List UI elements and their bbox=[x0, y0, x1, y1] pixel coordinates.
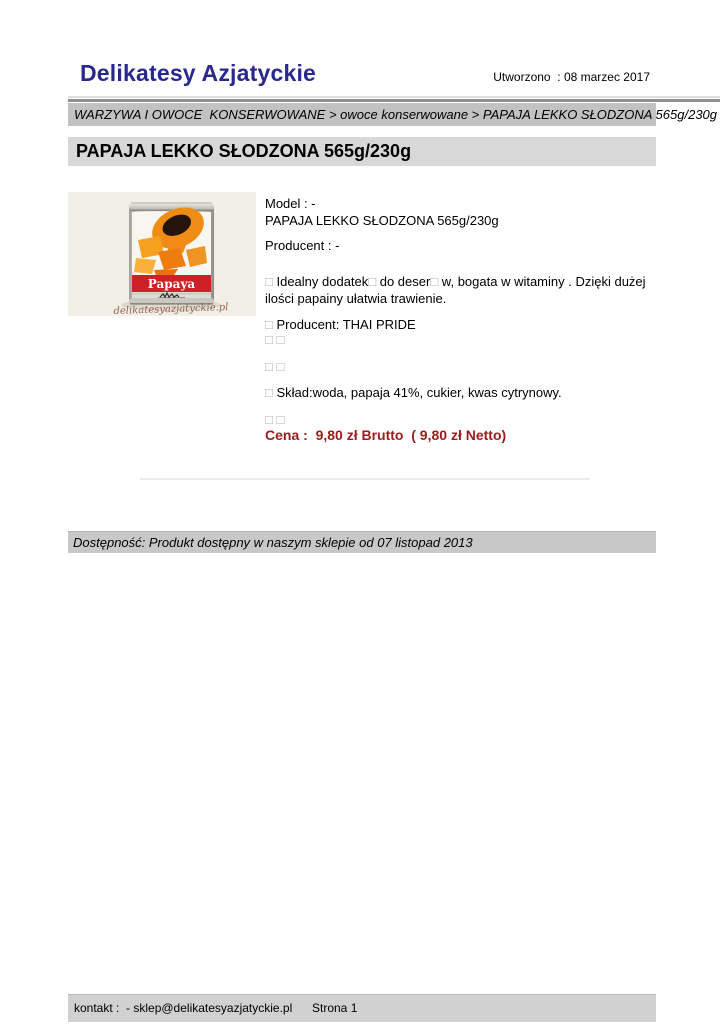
product-description: □ Idealny dodatek□ do deser□ w, bogata w witaminy . Dzięki dużej ilości papainy ułatwia trawienie. bbox=[265, 274, 646, 306]
producer-label: Producent : - bbox=[265, 238, 340, 253]
page-title: PAPAJA LEKKO SŁODZONA 565g/230g bbox=[68, 137, 656, 166]
contact-email: kontakt : - sklep@delikatesyazjatyckie.pl bbox=[74, 1001, 293, 1015]
can-label-text: Papaya bbox=[147, 277, 196, 291]
watermark-text: delikatesyazjatyckie.pl bbox=[113, 301, 229, 316]
header-separator bbox=[68, 96, 720, 102]
missing-glyph-line: □ □ bbox=[265, 412, 285, 427]
section-divider bbox=[140, 478, 590, 480]
price-line: Cena : 9,80 zł Brutto ( 9,80 zł Netto) bbox=[265, 427, 507, 443]
breadcrumb: WARZYWA I OWOCE KONSERWOWANE > owoce konserwowane > PAPAJA LEKKO SŁODZONA 565g/230g bbox=[68, 103, 656, 126]
footer-bar bbox=[68, 994, 656, 1022]
can bbox=[129, 200, 214, 305]
availability-bar: Dostępność: Produkt dostępny w naszym sklepie od 07 listopad 2013 bbox=[68, 531, 656, 553]
page-number: Strona 1 bbox=[312, 1001, 358, 1015]
brand-title: Delikatesy Azjatyckie bbox=[80, 60, 317, 86]
missing-glyph-line: □ □ bbox=[265, 359, 285, 374]
producer-line: □ Producent: THAI PRIDE bbox=[265, 317, 416, 332]
product-name-line: PAPAJA LEKKO SŁODZONA 565g/230g bbox=[265, 213, 499, 228]
product-image bbox=[68, 192, 256, 316]
missing-glyph-line: □ □ bbox=[265, 332, 285, 347]
created-date: Utworzono : 08 marzec 2017 bbox=[493, 70, 650, 84]
ingredients-line: □ Skład:woda, papaja 41%, cukier, kwas cytrynowy. bbox=[265, 385, 562, 400]
papaya-can-illustration bbox=[68, 192, 256, 316]
model-line: Model : - bbox=[265, 196, 316, 211]
